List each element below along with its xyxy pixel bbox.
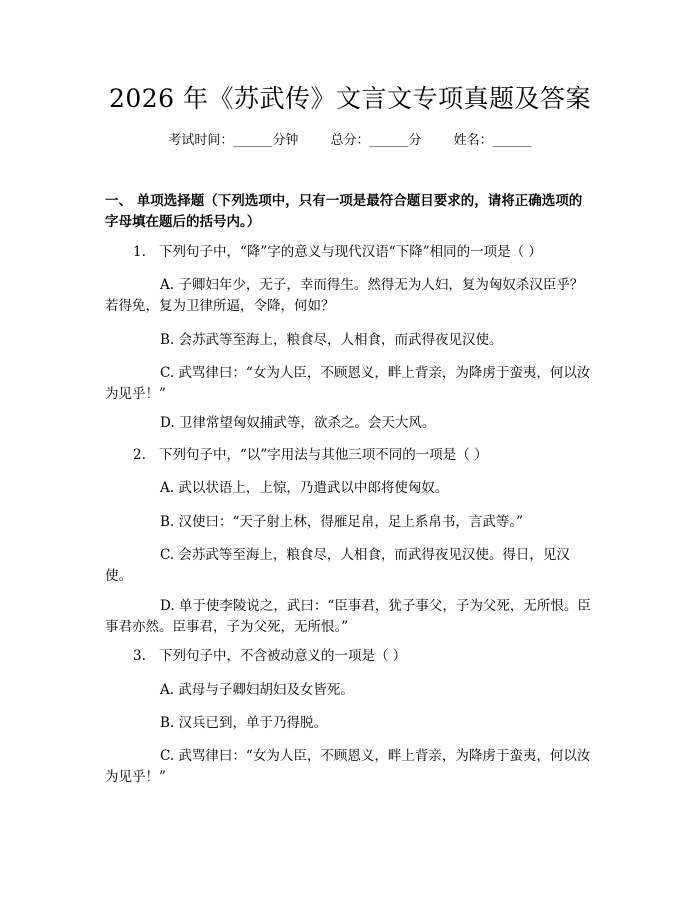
- exam-time-field: 考试时间：______分钟: [168, 133, 299, 148]
- q3-option-a: A. 武母与子卿妇胡妇及女皆死。: [160, 682, 354, 698]
- page-title: 2026 年《苏武传》文言文专项真题及答案: [108, 84, 592, 113]
- question-number: 3.: [133, 648, 146, 664]
- total-score-field: 总分：______分: [330, 133, 422, 148]
- name-field: 姓名：______: [453, 133, 532, 148]
- q1-option-b: B. 会苏武等至海上，粮食尽，人相食，而武得夜见汉使。: [160, 332, 503, 348]
- q2-option-d: D. 单于使李陵说之，武曰：“臣事君，犹子事父，子为父死，无所恨。臣事君亦然。臣事君，子为父死，无所恨。”: [105, 598, 591, 635]
- q2-option-b: B. 汉使曰：“天子射上林，得雁足帛，足上系帛书，言武等。”: [160, 514, 524, 530]
- question-number: 2.: [133, 447, 146, 463]
- q2-option-c: C. 会苏武等至海上，粮食尽，人相食，而武得夜见汉使。得日，见汉使。: [105, 547, 570, 584]
- q3-option-b: B. 汉兵已到，单于乃得脱。: [160, 715, 328, 731]
- q2-option-a: A. 武以状语上，上惊，乃遣武以中郎将使匈奴。: [160, 480, 449, 496]
- question-stem: 下列句子中，“降”字的意义与现代汉语“下降”相同的一项是（ ）: [159, 244, 542, 260]
- question-3: [105, 646, 595, 667]
- question-number: 1.: [133, 244, 146, 260]
- q1-option-a: A. 子卿妇年少，无子，幸而得生。然得无为人妇，复为匈奴杀汉臣乎？若得免，复为卫律所逼，令降，何如？: [105, 277, 584, 314]
- question-2: [105, 445, 595, 466]
- q1-option-c: C. 武骂律曰：“女为人臣，不顾恩义，畔上背亲，为降虏于蛮夷，何以汝为见乎！”: [105, 365, 591, 402]
- question-stem: 下列句子中，不含被动意义的一项是（ ）: [159, 648, 407, 664]
- q1-option-d: D. 卫律常望匈奴捕武等，欲杀之。会天大风。: [160, 415, 436, 431]
- question-1: [105, 242, 595, 263]
- question-stem: 下列句子中，“以”字用法与其他三项不同的一项是（ ）: [159, 447, 488, 463]
- q3-option-c: C. 武骂律曰：“女为人臣，不顾恩义，畔上背亲，为降虏于蛮夷，何以汝为见乎！”: [105, 748, 591, 785]
- exam-info: [0, 131, 700, 151]
- section-heading: 一、 单项选择题（下列选项中，只有一项是最符合题目要求的，请将正确选项的字母填在题后的括号内。）: [105, 193, 583, 230]
